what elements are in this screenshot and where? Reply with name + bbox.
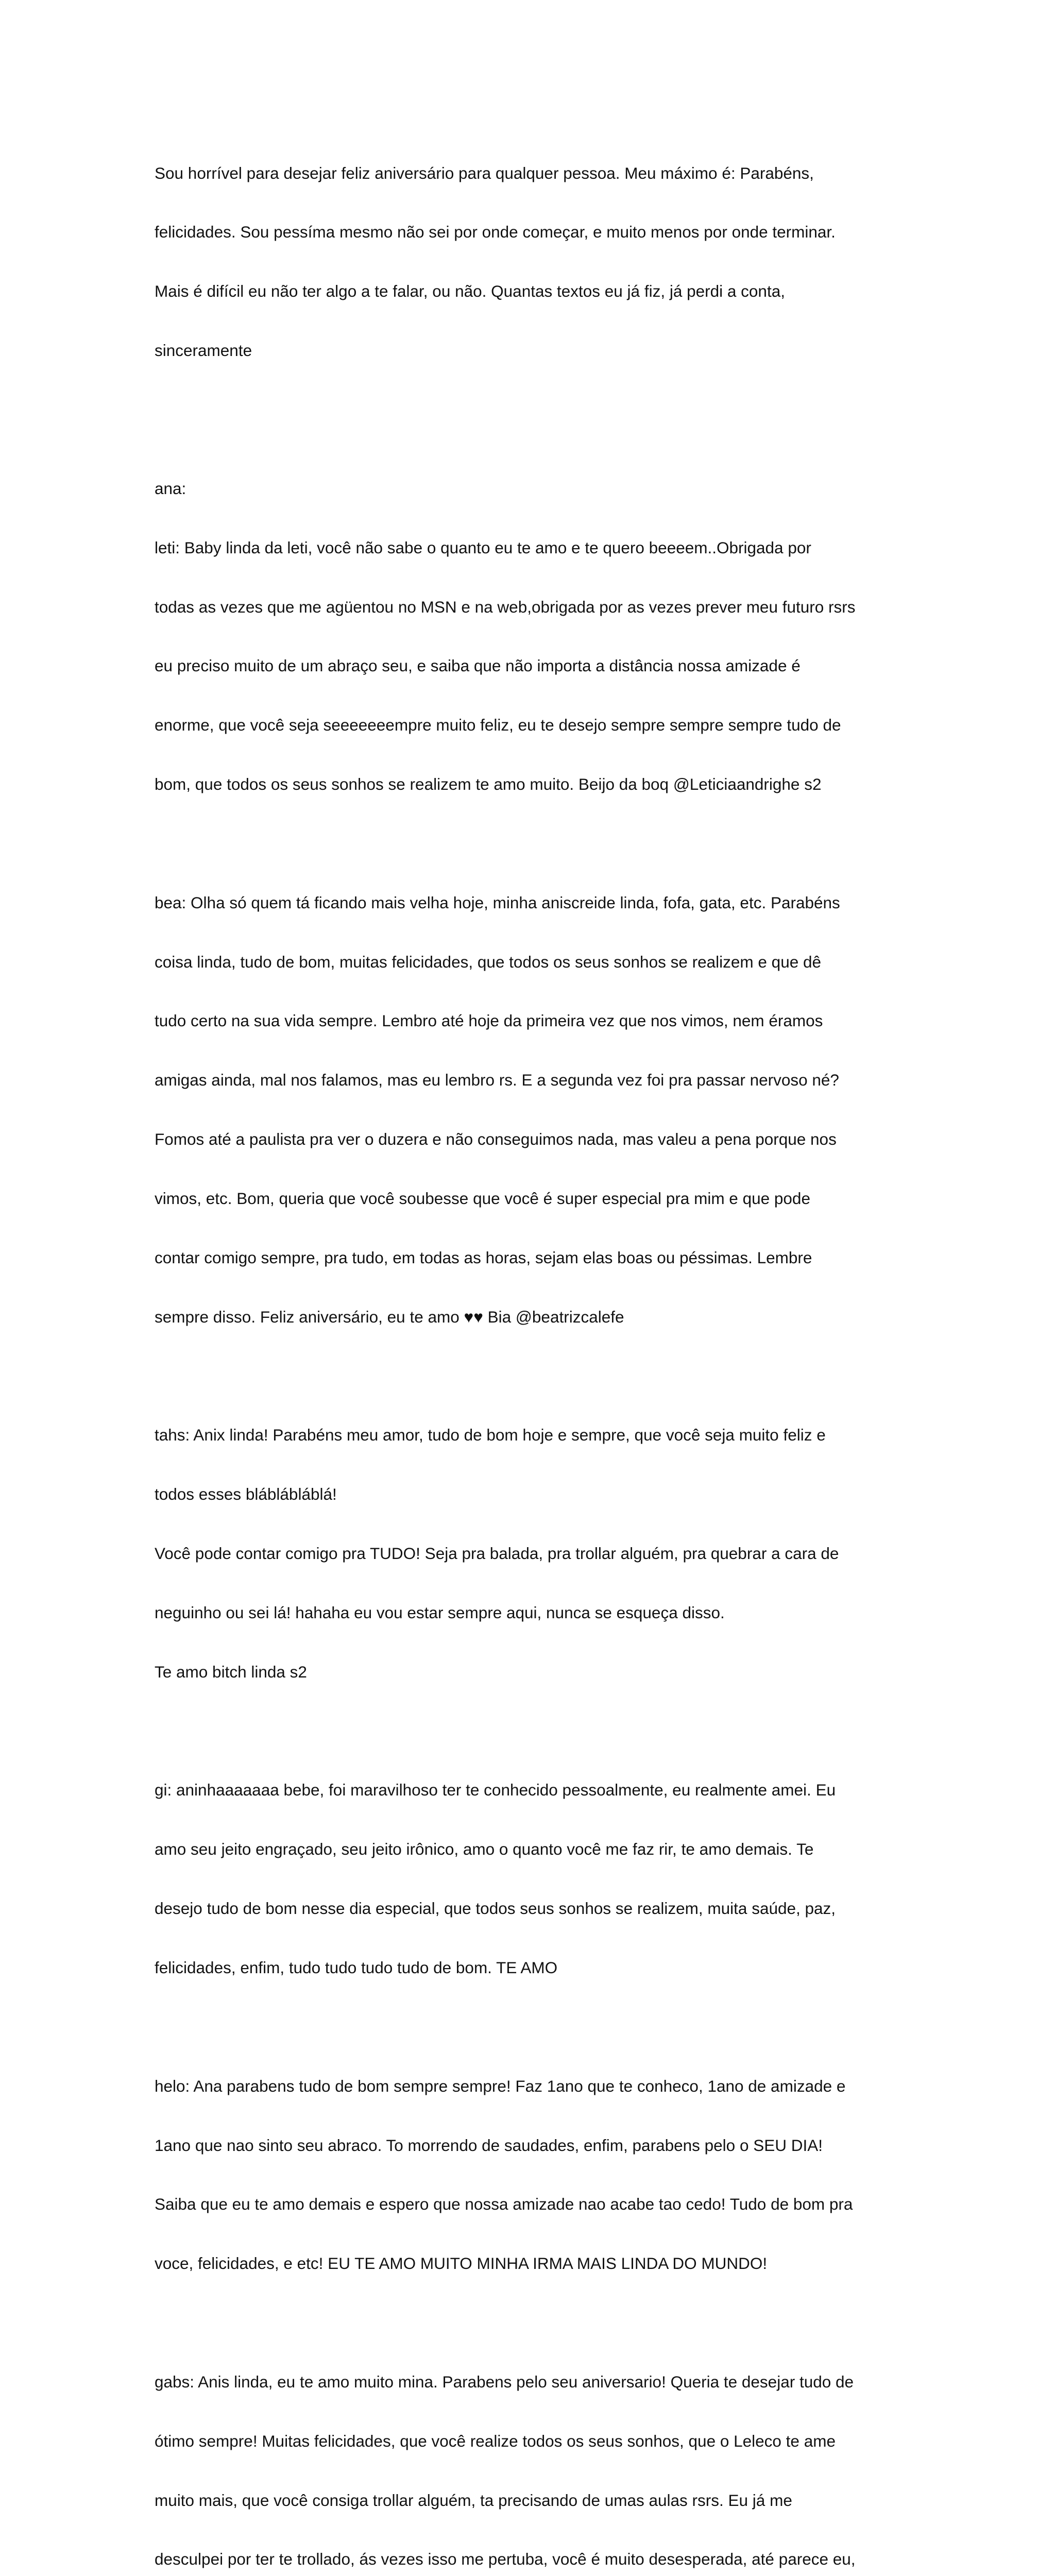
text-line: eu preciso muito de um abraço seu, e saiba que não importa a distância nossa amizade é (155, 656, 801, 675)
text-line: amigas ainda, mal nos falamos, mas eu lembro rs. E a segunda vez foi pra passar nervoso né? (155, 1071, 839, 1090)
text-line: leti: Baby linda da leti, você não sabe o quanto eu te amo e te quero beeeem..Obrigada por (155, 538, 811, 557)
text-line: ótimo sempre! Muitas felicidades, que você realize todos os seus sonhos, que o Leleco te ame (155, 2431, 836, 2450)
paragraph-spacer (155, 400, 907, 439)
paragraph-spacer (155, 1366, 907, 1386)
document-body (155, 124, 907, 2576)
message-gi (155, 1741, 907, 2017)
text-line: Te amo bitch linda s2 (155, 1662, 307, 1681)
text-line: ana: (155, 479, 186, 498)
text-line: gabs: Anis linda, eu te amo muito mina. Parabens pelo seu aniversario! Queria te desejar tudo de (155, 2372, 854, 2391)
text-line: contar comigo sempre, pra tudo, em todas as horas, sejam elas boas ou péssimas. Lembre (155, 1248, 812, 1267)
text-line: bom, que todos os seus sonhos se realizem te amo muito. Beijo da boq @Leticiaandrighe s2 (155, 775, 822, 794)
text-line: felicidades, enfim, tudo tudo tudo tudo de bom. TE AMO (155, 1958, 558, 1977)
message-ana-leti (155, 439, 907, 834)
text-line: Sou horrível para desejar feliz aniversário para qualquer pessoa. Meu máximo é: Parabéns, (155, 163, 814, 182)
text-line: neguinho ou sei lá! hahaha eu vou estar sempre aqui, nunca se esqueça disso. (155, 1603, 725, 1622)
text-line: Fomos até a paulista pra ver o duzera e não conseguimos nada, mas valeu a pena porque nos (155, 1130, 837, 1149)
text-line: Mais é difícil eu não ter algo a te falar, ou não. Quantas textos eu já fiz, já perdi a conta, (155, 282, 785, 301)
text-line: enorme, que você seja seeeeeeempre muito feliz, eu te desejo sempre sempre sempre tudo de (155, 716, 841, 735)
text-line: sinceramente (155, 341, 252, 360)
message-gabs (155, 2332, 907, 2576)
message-helo (155, 2037, 907, 2313)
text-line: desejo tudo de bom nesse dia especial, que todos seus sonhos se realizem, muita saúde, paz, (155, 1899, 836, 1918)
paragraph-spacer (155, 1721, 907, 1741)
text-line: sempre disso. Feliz aniversário, eu te amo ♥♥ Bia @beatrizcalefe (155, 1307, 624, 1326)
text-line: gi: aninhaaaaaaa bebe, foi maravilhoso ter te conhecido pessoalmente, eu realmente amei. Eu (155, 1781, 836, 1800)
paragraph-spacer (155, 2313, 907, 2332)
text-line: coisa linda, tudo de bom, muitas felicidades, que todos os seus sonhos se realizem e que dê (155, 952, 822, 971)
text-line: Você pode contar comigo pra TUDO! Seja pra balada, pra trollar alguém, pra quebrar a cara de (155, 1544, 839, 1563)
text-line: tahs: Anix linda! Parabéns meu amor, tudo de bom hoje e sempre, que você seja muito feliz e (155, 1426, 826, 1445)
message-bea (155, 853, 907, 1366)
text-line: bea: Olha só quem tá ficando mais velha hoje, minha aniscreide linda, fofa, gata, etc. Parabéns (155, 893, 840, 912)
text-line: felicidades. Sou pessíma mesmo não sei por onde começar, e muito menos por onde terminar. (155, 223, 836, 242)
text-line: amo seu jeito engraçado, seu jeito irônico, amo o quanto você me faz rir, te amo demais. Te (155, 1840, 814, 1859)
text-line: Saiba que eu te amo demais e espero que nossa amizade nao acabe tao cedo! Tudo de bom pra (155, 2195, 853, 2214)
text-line: voce, felicidades, e etc! EU TE AMO MUITO MINHA IRMA MAIS LINDA DO MUNDO! (155, 2254, 768, 2273)
message-tahs (155, 1386, 907, 1721)
text-line: 1ano que nao sinto seu abraco. To morrendo de saudades, enfim, parabens pelo o SEU DIA! (155, 2136, 823, 2155)
paragraph-spacer (155, 834, 907, 853)
text-line: todas as vezes que me agüentou no MSN e na web,obrigada por as vezes prever meu futuro rsrs (155, 597, 856, 616)
text-line: helo: Ana parabens tudo de bom sempre sempre! Faz 1ano que te conheco, 1ano de amizade e (155, 2076, 846, 2095)
text-line: tudo certo na sua vida sempre. Lembro até hoje da primeira vez que nos vimos, nem éramos (155, 1011, 823, 1030)
intro-paragraph (155, 124, 907, 400)
text-line: vimos, etc. Bom, queria que você soubesse que você é super especial pra mim e que pode (155, 1189, 810, 1208)
text-line: muito mais, que você consiga trollar alguém, ta precisando de umas aulas rsrs. Eu já me (155, 2490, 792, 2510)
paragraph-spacer (155, 2017, 907, 2037)
text-line: desculpei por ter te trollado, ás vezes isso me pertuba, você é muito desesperada, até parece eu, (155, 2550, 856, 2569)
text-line: todos esses bláblábláblá! (155, 1485, 337, 1504)
